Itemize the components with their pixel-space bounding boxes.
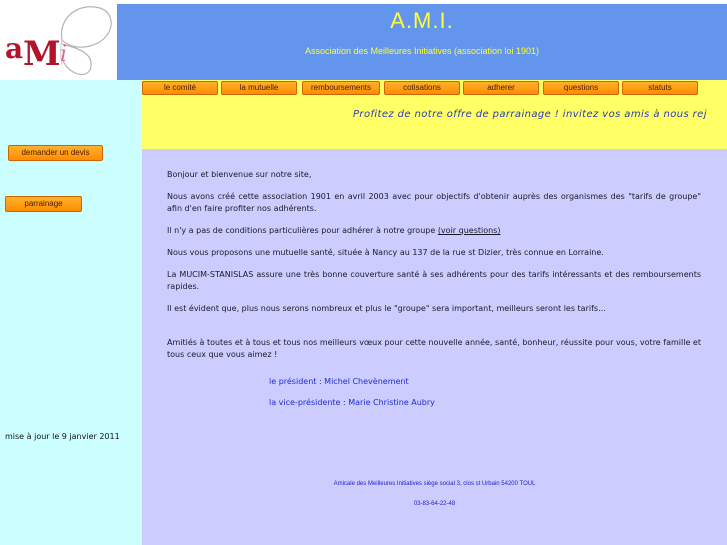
- paragraph-mucim: La MUCIM-STANISLAS assure une très bonne couverture santé à ses adhérents pour des tarifs intéressants et des remboursements rapides.: [167, 270, 701, 291]
- paragraph-mutuelle: Nous vous proposons une mutuelle santé, située à Nancy au 137 de la rue st Dizier, très connue en Lorraine.: [167, 248, 604, 257]
- sponsorship-marquee: Profitez de notre offre de parrainage ! invitez vos amis à nous rej: [353, 109, 707, 120]
- nav-questions[interactable]: questions: [543, 81, 619, 95]
- left-sidebar: [0, 80, 142, 545]
- main-content: [142, 149, 727, 545]
- questions-link[interactable]: (voir questions): [437, 226, 501, 235]
- footer-phone: 03-83-64-22-48: [413, 501, 456, 507]
- nav-remboursements[interactable]: remboursements: [302, 81, 380, 95]
- sponsorship-button[interactable]: parrainage: [5, 196, 82, 212]
- last-update-text: mise à jour le 9 janvier 2011: [5, 432, 120, 441]
- nav-statuts[interactable]: statuts: [622, 81, 698, 95]
- nav-cotisations[interactable]: cotisations: [384, 81, 460, 95]
- logo-letter-a: a: [5, 32, 24, 65]
- welcome-text: [167, 169, 701, 371]
- vice-president-text: la vice-présidente : Marie Christine Aubry: [269, 398, 435, 407]
- logo: [0, 0, 117, 80]
- request-quote-button[interactable]: demander un devis: [8, 145, 103, 161]
- conditions-text: Il n'y a pas de conditions particulières pour adhérer à notre groupe: [167, 226, 438, 235]
- paragraph-greetings: Amitiés à toutes et à tous et tous nos meilleurs vœux pour cette nouvelle année, santé, bonheur, réussite pour vous, votre famille et tous ceux que vous aimez !: [167, 338, 701, 359]
- nav-le-comite[interactable]: le comité: [142, 81, 218, 95]
- paragraph-tarifs: Il est évident que, plus nous serons nombreux et plus le "groupe" sera important, meilleurs seront les tarifs...: [167, 304, 606, 313]
- site-subtitle: Association des Meilleures Initiatives (association loi 1901): [304, 46, 540, 56]
- logo-letter-m: M: [23, 34, 61, 74]
- nav-bar: [142, 80, 727, 96]
- nav-adherer[interactable]: adherer: [463, 81, 539, 95]
- paragraph-creation: Nous avons créé cette association 1901 en avril 2003 avec pour objectifs d'obtenir auprès des organismes des "tarifs de groupe" afin d'en faire profiter nos adhérents.: [167, 192, 701, 213]
- logo-letter-i: i: [60, 42, 68, 67]
- paragraph-welcome: Bonjour et bienvenue sur notre site,: [167, 170, 312, 179]
- nav-la-mutuelle[interactable]: la mutuelle: [221, 81, 297, 95]
- site-title: A.M.I.: [390, 8, 454, 33]
- marquee-band: [142, 96, 727, 149]
- header: [117, 4, 727, 80]
- president-text: le président : Michel Chevènement: [269, 377, 409, 386]
- paragraph-conditions: [167, 225, 701, 237]
- footer-address: Amicale des Meilleures Initiatives siège social 3, clos st Urbain 54200 TOUL: [333, 481, 536, 487]
